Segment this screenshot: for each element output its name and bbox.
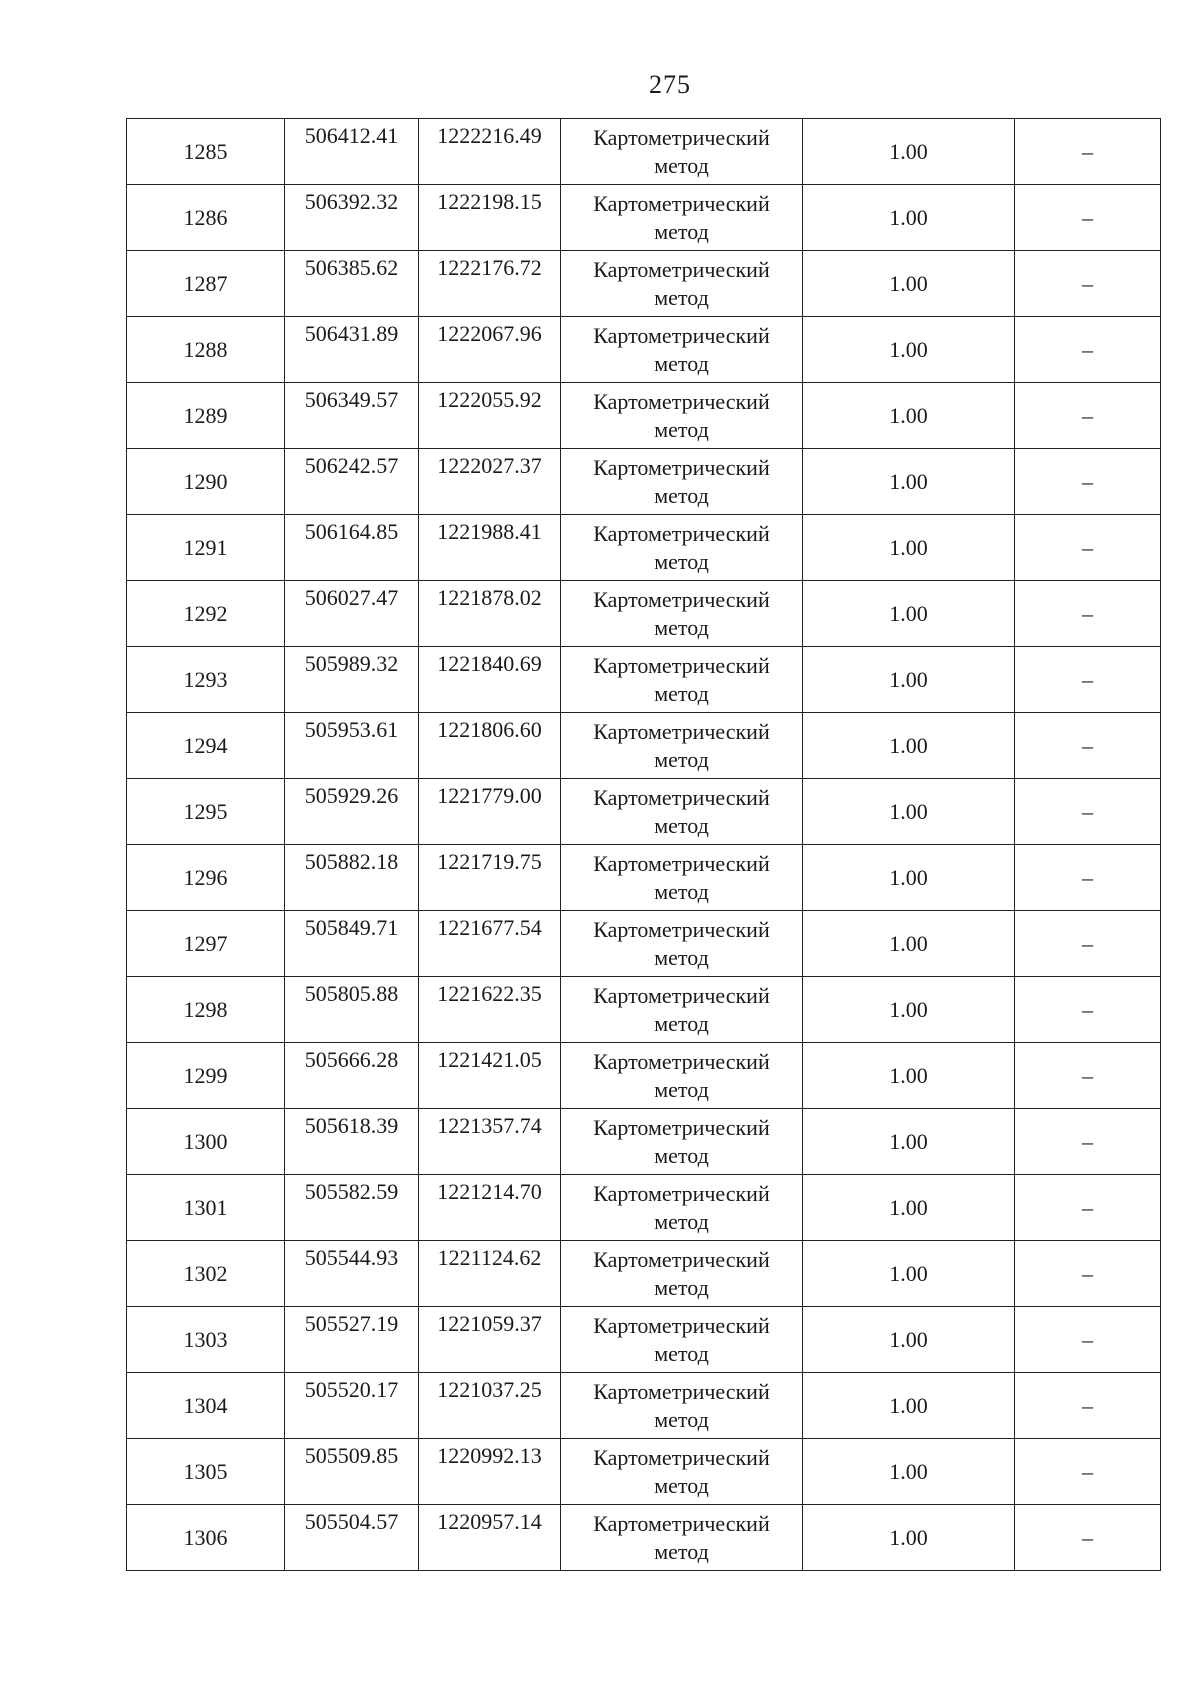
note-cell: – (1015, 845, 1161, 911)
table-row (127, 1109, 1161, 1175)
note-cell: – (1015, 581, 1161, 647)
accuracy-cell: 1.00 (803, 911, 1015, 977)
method-line-1: Картометрический (593, 1180, 770, 1206)
x-coordinate-cell: 505527.19 (285, 1307, 419, 1373)
table-row (127, 845, 1161, 911)
method-line-1: Картометрический (593, 718, 770, 744)
method-cell (561, 251, 803, 317)
method-line-1: Картометрический (593, 190, 770, 216)
method-line-2: метод (654, 746, 709, 772)
y-coordinate-cell: 1222176.72 (419, 251, 561, 317)
method-line-2: метод (654, 878, 709, 904)
point-number-cell: 1292 (127, 581, 285, 647)
y-coordinate-cell: 1222055.92 (419, 383, 561, 449)
method-cell (561, 845, 803, 911)
accuracy-cell: 1.00 (803, 1505, 1015, 1571)
point-number-cell: 1285 (127, 119, 285, 185)
method-line-1: Картометрический (593, 916, 770, 942)
x-coordinate-cell: 505582.59 (285, 1175, 419, 1241)
y-coordinate-cell: 1222216.49 (419, 119, 561, 185)
method-line-2: метод (654, 482, 709, 508)
note-cell: – (1015, 449, 1161, 515)
method-line-2: метод (654, 1010, 709, 1036)
x-coordinate-cell: 505666.28 (285, 1043, 419, 1109)
method-line-1: Картометрический (593, 982, 770, 1008)
coordinates-table-body (127, 119, 1161, 1571)
point-number-cell: 1302 (127, 1241, 285, 1307)
method-line-1: Картометрический (593, 652, 770, 678)
point-number-cell: 1294 (127, 713, 285, 779)
y-coordinate-cell: 1221779.00 (419, 779, 561, 845)
method-cell (561, 1109, 803, 1175)
method-cell (561, 119, 803, 185)
accuracy-cell: 1.00 (803, 1307, 1015, 1373)
accuracy-cell: 1.00 (803, 1043, 1015, 1109)
note-cell: – (1015, 1175, 1161, 1241)
method-line-1: Картометрический (593, 256, 770, 282)
method-line-1: Картометрический (593, 784, 770, 810)
method-cell (561, 185, 803, 251)
method-line-2: метод (654, 1340, 709, 1366)
table-row (127, 515, 1161, 581)
x-coordinate-cell: 506164.85 (285, 515, 419, 581)
method-line-2: метод (654, 548, 709, 574)
point-number-cell: 1289 (127, 383, 285, 449)
y-coordinate-cell: 1221677.54 (419, 911, 561, 977)
point-number-cell: 1297 (127, 911, 285, 977)
accuracy-cell: 1.00 (803, 845, 1015, 911)
method-line-2: метод (654, 350, 709, 376)
method-line-2: метод (654, 1406, 709, 1432)
method-line-1: Картометрический (593, 1444, 770, 1470)
note-cell: – (1015, 317, 1161, 383)
method-line-1: Картометрический (593, 1510, 770, 1536)
point-number-cell: 1291 (127, 515, 285, 581)
table-row (127, 647, 1161, 713)
point-number-cell: 1288 (127, 317, 285, 383)
table-row (127, 911, 1161, 977)
x-coordinate-cell: 505504.57 (285, 1505, 419, 1571)
method-cell (561, 383, 803, 449)
table-row (127, 119, 1161, 185)
method-cell (561, 1241, 803, 1307)
x-coordinate-cell: 505953.61 (285, 713, 419, 779)
note-cell: – (1015, 119, 1161, 185)
y-coordinate-cell: 1221124.62 (419, 1241, 561, 1307)
method-cell (561, 911, 803, 977)
table-row (127, 1043, 1161, 1109)
x-coordinate-cell: 506392.32 (285, 185, 419, 251)
method-line-1: Картометрический (593, 1246, 770, 1272)
method-line-2: метод (654, 1274, 709, 1300)
table-row (127, 449, 1161, 515)
x-coordinate-cell: 505849.71 (285, 911, 419, 977)
y-coordinate-cell: 1222198.15 (419, 185, 561, 251)
method-cell (561, 317, 803, 383)
x-coordinate-cell: 505509.85 (285, 1439, 419, 1505)
y-coordinate-cell: 1221059.37 (419, 1307, 561, 1373)
method-cell (561, 1043, 803, 1109)
table-row (127, 185, 1161, 251)
x-coordinate-cell: 506027.47 (285, 581, 419, 647)
point-number-cell: 1293 (127, 647, 285, 713)
method-line-1: Картометрический (593, 388, 770, 414)
note-cell: – (1015, 713, 1161, 779)
y-coordinate-cell: 1221719.75 (419, 845, 561, 911)
y-coordinate-cell: 1220957.14 (419, 1505, 561, 1571)
point-number-cell: 1287 (127, 251, 285, 317)
method-cell (561, 647, 803, 713)
x-coordinate-cell: 506242.57 (285, 449, 419, 515)
method-cell (561, 713, 803, 779)
accuracy-cell: 1.00 (803, 251, 1015, 317)
point-number-cell: 1295 (127, 779, 285, 845)
point-number-cell: 1304 (127, 1373, 285, 1439)
method-line-1: Картометрический (593, 1114, 770, 1140)
method-line-2: метод (654, 1142, 709, 1168)
note-cell: – (1015, 515, 1161, 581)
coordinates-table (126, 118, 1161, 1571)
method-cell (561, 977, 803, 1043)
table-row (127, 581, 1161, 647)
method-line-2: метод (654, 1538, 709, 1564)
note-cell: – (1015, 1241, 1161, 1307)
note-cell: – (1015, 779, 1161, 845)
accuracy-cell: 1.00 (803, 119, 1015, 185)
accuracy-cell: 1.00 (803, 1175, 1015, 1241)
point-number-cell: 1296 (127, 845, 285, 911)
method-line-2: метод (654, 1076, 709, 1102)
method-line-2: метод (654, 1472, 709, 1498)
x-coordinate-cell: 506431.89 (285, 317, 419, 383)
x-coordinate-cell: 506349.57 (285, 383, 419, 449)
y-coordinate-cell: 1221622.35 (419, 977, 561, 1043)
method-line-2: метод (654, 152, 709, 178)
table-row (127, 251, 1161, 317)
method-cell (561, 1307, 803, 1373)
y-coordinate-cell: 1222027.37 (419, 449, 561, 515)
table-row (127, 1439, 1161, 1505)
x-coordinate-cell: 505520.17 (285, 1373, 419, 1439)
x-coordinate-cell: 505882.18 (285, 845, 419, 911)
y-coordinate-cell: 1221840.69 (419, 647, 561, 713)
accuracy-cell: 1.00 (803, 317, 1015, 383)
note-cell: – (1015, 1043, 1161, 1109)
accuracy-cell: 1.00 (803, 1373, 1015, 1439)
accuracy-cell: 1.00 (803, 449, 1015, 515)
method-line-1: Картометрический (593, 124, 770, 150)
accuracy-cell: 1.00 (803, 1109, 1015, 1175)
page-number: 275 (649, 70, 691, 99)
y-coordinate-cell: 1221421.05 (419, 1043, 561, 1109)
method-cell (561, 449, 803, 515)
point-number-cell: 1300 (127, 1109, 285, 1175)
y-coordinate-cell: 1221357.74 (419, 1109, 561, 1175)
note-cell: – (1015, 911, 1161, 977)
y-coordinate-cell: 1222067.96 (419, 317, 561, 383)
point-number-cell: 1301 (127, 1175, 285, 1241)
accuracy-cell: 1.00 (803, 779, 1015, 845)
x-coordinate-cell: 506412.41 (285, 119, 419, 185)
point-number-cell: 1299 (127, 1043, 285, 1109)
table-row (127, 1505, 1161, 1571)
method-cell (561, 1373, 803, 1439)
method-line-1: Картометрический (593, 1048, 770, 1074)
method-line-1: Картометрический (593, 586, 770, 612)
x-coordinate-cell: 505989.32 (285, 647, 419, 713)
x-coordinate-cell: 506385.62 (285, 251, 419, 317)
accuracy-cell: 1.00 (803, 647, 1015, 713)
note-cell: – (1015, 1109, 1161, 1175)
note-cell: – (1015, 1439, 1161, 1505)
method-cell (561, 779, 803, 845)
note-cell: – (1015, 383, 1161, 449)
table-row (127, 1307, 1161, 1373)
method-line-2: метод (654, 812, 709, 838)
note-cell: – (1015, 185, 1161, 251)
method-cell (561, 1505, 803, 1571)
table-row (127, 977, 1161, 1043)
accuracy-cell: 1.00 (803, 1241, 1015, 1307)
method-line-1: Картометрический (593, 1378, 770, 1404)
point-number-cell: 1298 (127, 977, 285, 1043)
x-coordinate-cell: 505929.26 (285, 779, 419, 845)
y-coordinate-cell: 1221806.60 (419, 713, 561, 779)
method-line-1: Картометрический (593, 322, 770, 348)
note-cell: – (1015, 251, 1161, 317)
accuracy-cell: 1.00 (803, 515, 1015, 581)
method-line-2: метод (654, 218, 709, 244)
point-number-cell: 1303 (127, 1307, 285, 1373)
y-coordinate-cell: 1221878.02 (419, 581, 561, 647)
table-row (127, 1241, 1161, 1307)
x-coordinate-cell: 505805.88 (285, 977, 419, 1043)
accuracy-cell: 1.00 (803, 185, 1015, 251)
y-coordinate-cell: 1221988.41 (419, 515, 561, 581)
table-row (127, 1175, 1161, 1241)
x-coordinate-cell: 505544.93 (285, 1241, 419, 1307)
point-number-cell: 1306 (127, 1505, 285, 1571)
method-cell (561, 1439, 803, 1505)
method-cell (561, 581, 803, 647)
method-line-1: Картометрический (593, 850, 770, 876)
accuracy-cell: 1.00 (803, 1439, 1015, 1505)
y-coordinate-cell: 1221214.70 (419, 1175, 561, 1241)
method-line-2: метод (654, 944, 709, 970)
note-cell: – (1015, 647, 1161, 713)
y-coordinate-cell: 1221037.25 (419, 1373, 561, 1439)
method-line-2: метод (654, 1208, 709, 1234)
point-number-cell: 1305 (127, 1439, 285, 1505)
y-coordinate-cell: 1220992.13 (419, 1439, 561, 1505)
method-line-2: метод (654, 680, 709, 706)
method-cell (561, 1175, 803, 1241)
accuracy-cell: 1.00 (803, 581, 1015, 647)
table-row (127, 317, 1161, 383)
accuracy-cell: 1.00 (803, 977, 1015, 1043)
note-cell: – (1015, 977, 1161, 1043)
note-cell: – (1015, 1373, 1161, 1439)
table-row (127, 713, 1161, 779)
table-row (127, 779, 1161, 845)
method-cell (561, 515, 803, 581)
method-line-2: метод (654, 284, 709, 310)
accuracy-cell: 1.00 (803, 383, 1015, 449)
accuracy-cell: 1.00 (803, 713, 1015, 779)
point-number-cell: 1290 (127, 449, 285, 515)
point-number-cell: 1286 (127, 185, 285, 251)
method-line-2: метод (654, 416, 709, 442)
note-cell: – (1015, 1307, 1161, 1373)
note-cell: – (1015, 1505, 1161, 1571)
method-line-2: метод (654, 614, 709, 640)
x-coordinate-cell: 505618.39 (285, 1109, 419, 1175)
table-row (127, 383, 1161, 449)
method-line-1: Картометрический (593, 454, 770, 480)
table-row (127, 1373, 1161, 1439)
method-line-1: Картометрический (593, 520, 770, 546)
method-line-1: Картометрический (593, 1312, 770, 1338)
